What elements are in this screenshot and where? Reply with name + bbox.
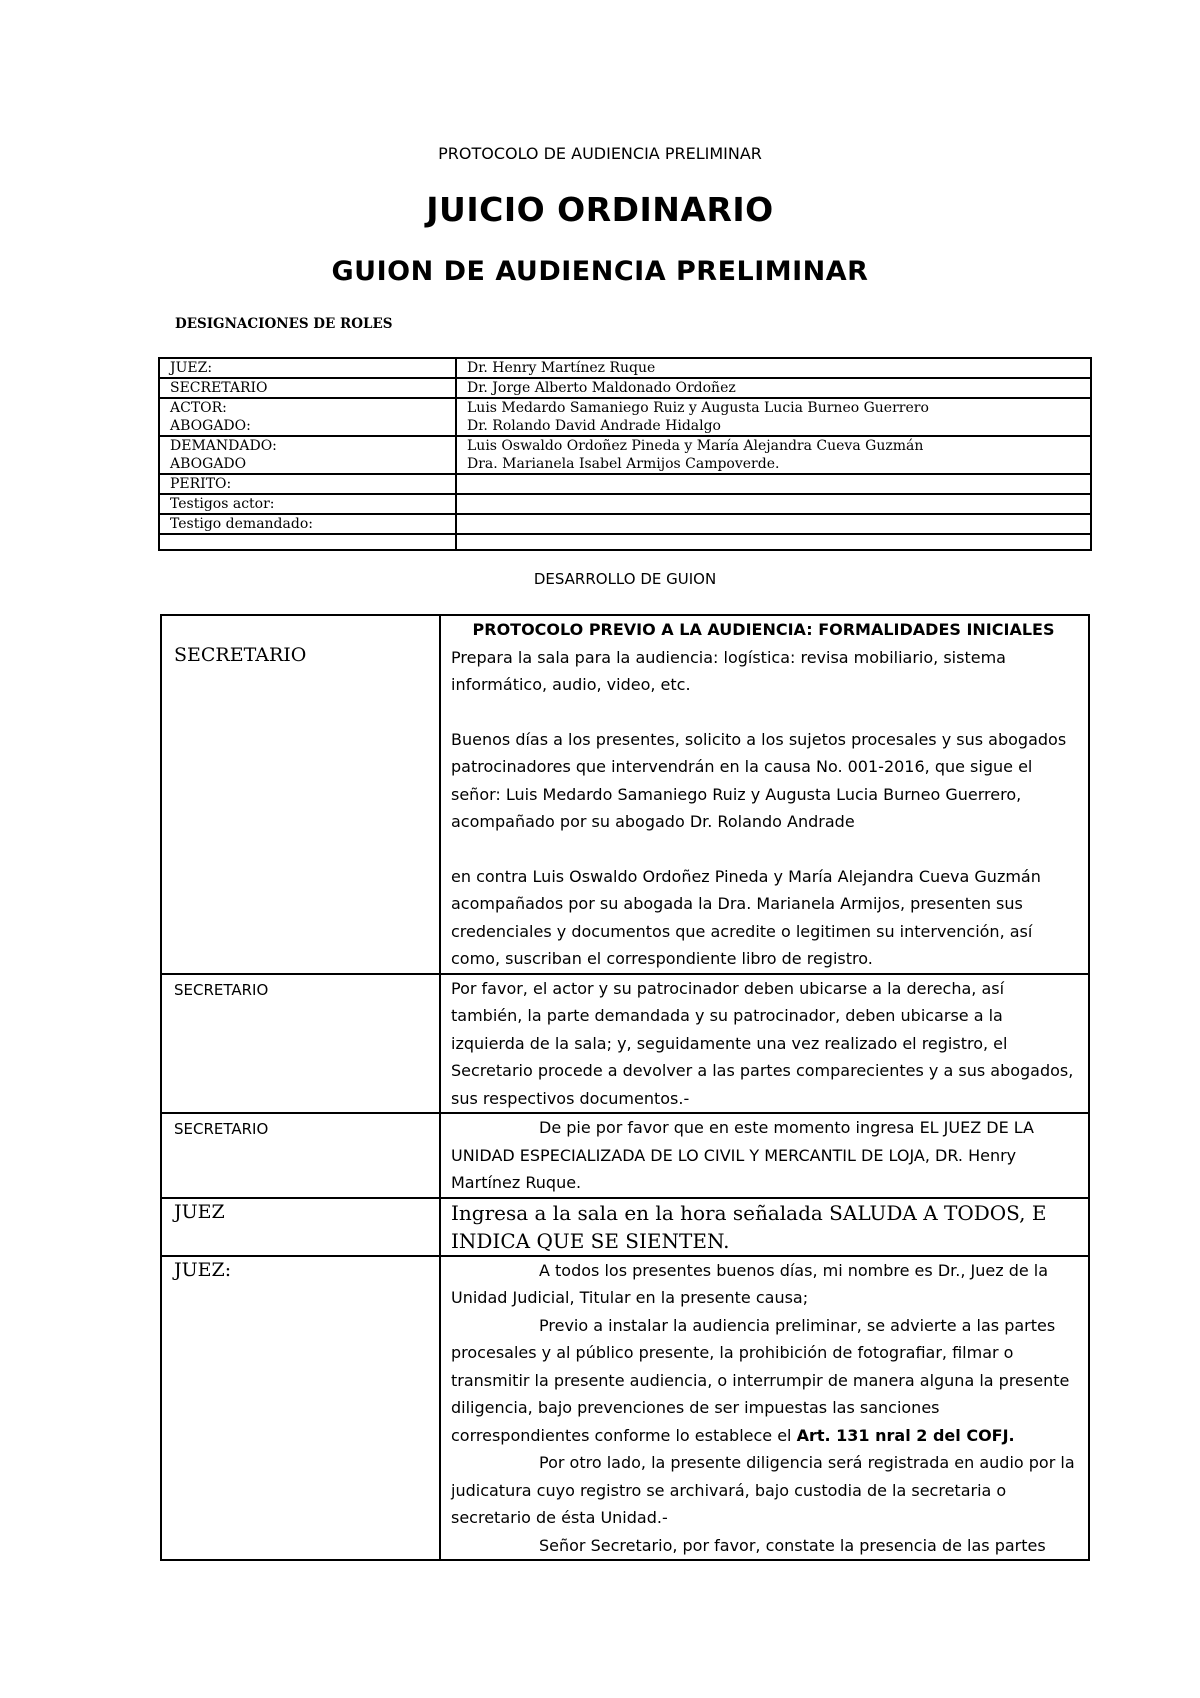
script-row (161, 974, 1089, 1114)
script-role: SECRETARIO (174, 644, 307, 666)
name-cell: Dr. Jorge Alberto Maldonado Ordoñez (456, 378, 1091, 398)
name-value: Luis Oswaldo Ordoñez Pineda y María Alejandra Cueva Guzmán (467, 438, 924, 454)
role-cell: PERITO: (159, 474, 456, 494)
role-label: DEMANDADO: (170, 438, 277, 454)
roles-heading: DESIGNACIONES DE ROLES (175, 316, 393, 332)
script-role: SECRETARIO (174, 980, 269, 999)
script-role: JUEZ: (174, 1258, 232, 1281)
script-role-cell (161, 1198, 440, 1256)
main-title: JUICIO ORDINARIO (426, 190, 774, 229)
script-table (160, 614, 1090, 1561)
script-text: Previo a instalar la audiencia preliminar, se advierte a las partes procesales y al público presente, la prohibición de fotografiar, filmar o transmitir la presente audiencia, o interrumpir de manera alguna la presente diligencia, bajo prevenciones de ser impuestas las sanciones correspondientes conforme lo establece el (451, 1315, 1070, 1445)
name-cell (456, 514, 1091, 534)
role-label-lawyer: ABOGADO: (170, 418, 251, 434)
protocol-title: PROTOCOLO DE AUDIENCIA PRELIMINAR (438, 144, 762, 163)
roles-row-defendant-witness (159, 514, 1091, 534)
script-paragraph: Buenos días a los presentes, solicito a los sujetos procesales y sus abogados patrocinadores que intervendrán en la causa No. 001-2016, que sigue el señor: Luis Medardo Samaniego Ruiz y Augusta Lucia Burneo Guerrero, acompañado por su abogado Dr. Rolando Andrade (451, 729, 1067, 831)
script-paragraph: De pie por favor que en este momento ingresa EL JUEZ DE LA UNIDAD ESPECIALIZADA DE LO CIVIL Y MERCANTIL DE LOJA, DR. Henry Martínez Ruque. (451, 1118, 1034, 1192)
script-heading: PROTOCOLO PREVIO A LA AUDIENCIA: FORMALIDADES INICIALES (472, 620, 1055, 639)
script-text-cell (440, 1256, 1089, 1561)
role-label-lawyer: ABOGADO (170, 456, 247, 472)
role-cell: SECRETARIO (159, 378, 456, 398)
name-value-lawyer: Dra. Marianela Isabel Armijos Campoverde. (467, 456, 780, 472)
name-cell (456, 474, 1091, 494)
script-row (161, 615, 1089, 974)
role-label: ACTOR: (170, 400, 227, 416)
roles-row-blank (159, 534, 1091, 550)
name-cell (456, 436, 1091, 474)
script-role-cell (161, 615, 440, 974)
script-paragraph: Ingresa a la sala en la hora señalada SALUDA A TODOS, E INDICA QUE SE SIENTEN. (451, 1200, 1047, 1253)
script-role: JUEZ (174, 1200, 225, 1223)
subtitle: GUION DE AUDIENCIA PRELIMINAR (331, 256, 869, 287)
script-role: SECRETARIO (174, 1120, 269, 1138)
script-paragraph: Prepara la sala para la audiencia: logística: revisa mobiliario, sistema informático, audio, video, etc. (451, 647, 1006, 694)
script-paragraph: Por otro lado, la presente diligencia será registrada en audio por la judicatura cuyo registro se archivará, bajo custodia de la secretaria o secretario de ésta Unidad.- (451, 1453, 1075, 1527)
script-text-cell (440, 1113, 1089, 1198)
development-title: DESARROLLO DE GUION (533, 570, 717, 588)
role-cell: Testigo demandado: (159, 514, 456, 534)
script-row (161, 1198, 1089, 1256)
roles-row-plaintiff-witnesses (159, 494, 1091, 514)
script-text-cell (440, 1198, 1089, 1256)
script-paragraph: Por favor, el actor y su patrocinador deben ubicarse a la derecha, así también, la parte demandada y su patrocinador, deben ubicarse a la izquierda de la sala; y, seguidamente una vez realizado el registro, el Secretario procede a devolver a las partes comparecientes y a sus abogados, sus respectivos documentos.- (451, 978, 1074, 1108)
script-text-cell (440, 974, 1089, 1114)
script-row (161, 1113, 1089, 1198)
script-paragraph: Señor Secretario, por favor, constate la presencia de las partes (539, 1535, 1046, 1555)
script-role-cell (161, 1113, 440, 1198)
roles-row-plaintiff (159, 398, 1091, 436)
legal-reference: Art. 131 nral 2 del COFJ. (796, 1425, 1015, 1445)
name-cell: Dr. Henry Martínez Ruque (456, 358, 1091, 378)
roles-row-defendant (159, 436, 1091, 474)
role-cell: Testigos actor: (159, 494, 456, 514)
role-cell: JUEZ: (159, 358, 456, 378)
script-paragraph: A todos los presentes buenos días, mi nombre es Dr., Juez de la Unidad Judicial, Titular en la presente causa; (451, 1260, 1049, 1307)
name-cell (456, 534, 1091, 550)
roles-row-expert (159, 474, 1091, 494)
script-role-cell (161, 974, 440, 1114)
script-role-cell (161, 1256, 440, 1561)
name-value: Luis Medardo Samaniego Ruiz y Augusta Lucia Burneo Guerrero (467, 400, 929, 416)
name-value-lawyer: Dr. Rolando David Andrade Hidalgo (467, 418, 721, 434)
role-cell (159, 436, 456, 474)
roles-row-judge (159, 358, 1091, 378)
name-cell (456, 494, 1091, 514)
role-cell (159, 398, 456, 436)
roles-row-secretary (159, 378, 1091, 398)
name-cell (456, 398, 1091, 436)
script-paragraph: en contra Luis Oswaldo Ordoñez Pineda y María Alejandra Cueva Guzmán acompañados por su abogada la Dra. Marianela Armijos, presenten sus credenciales y documentos que acredite o legitimen su intervención, así como, suscriban el correspondiente libro de registro. (451, 866, 1041, 968)
script-text-cell (440, 615, 1089, 974)
script-row (161, 1256, 1089, 1561)
roles-table (158, 357, 1092, 551)
script-paragraph (451, 1312, 1076, 1450)
role-cell (159, 534, 456, 550)
